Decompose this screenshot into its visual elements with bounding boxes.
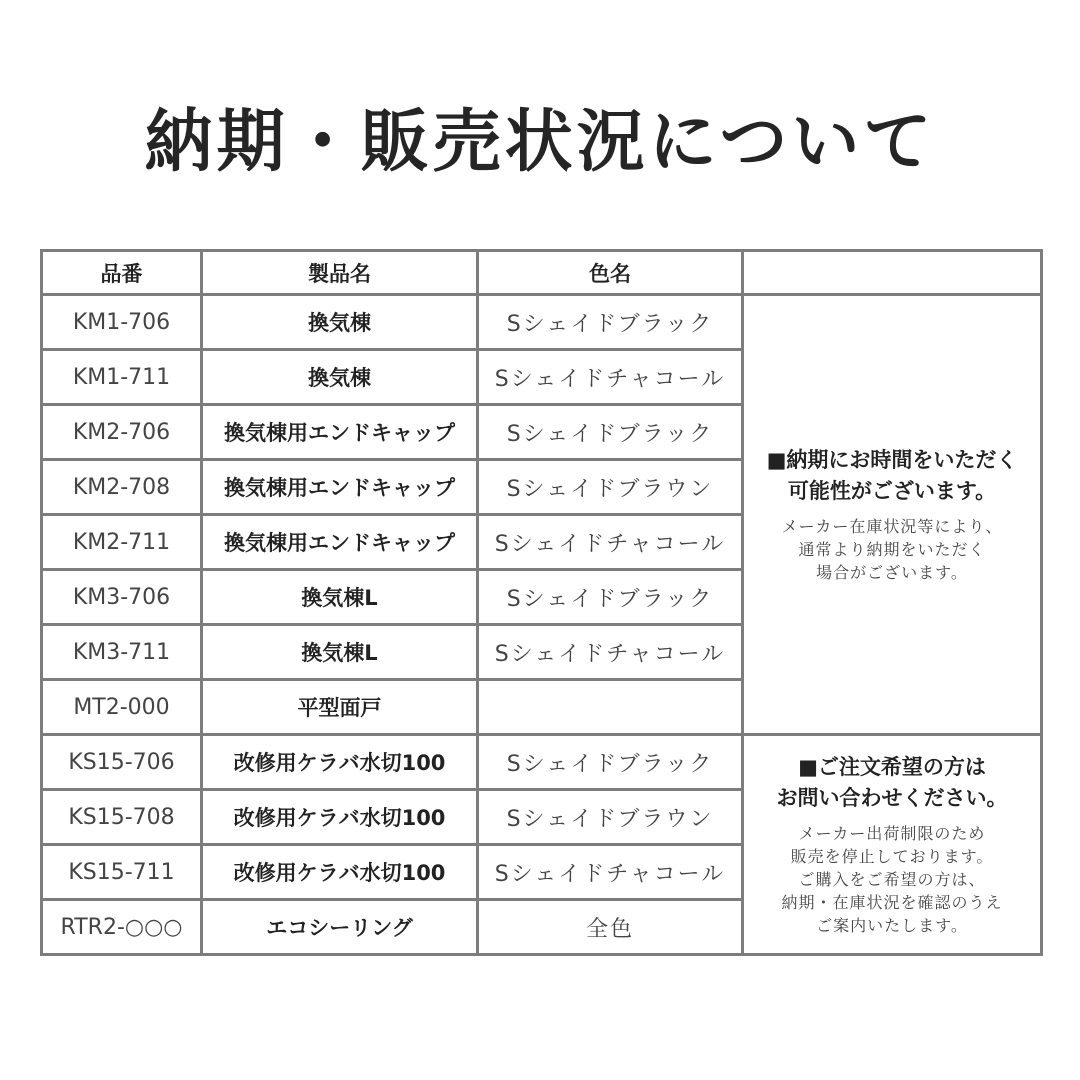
product-name: 換気棟用エンドキャップ <box>202 515 478 570</box>
product-name: 平型面戸 <box>202 680 478 735</box>
note-heading-line: 可能性がございます。 <box>787 479 997 503</box>
product-code: KM2-708 <box>42 460 202 515</box>
product-code: KS15-706 <box>42 735 202 790</box>
table-header-row <box>42 251 1042 295</box>
product-code: KS15-708 <box>42 790 202 845</box>
note-heading-line: ■ご注文希望の方は <box>798 755 986 779</box>
product-status-table <box>40 249 1043 956</box>
product-name: 改修用ケラバ水切100 <box>202 845 478 900</box>
table-row <box>42 735 1042 790</box>
note-lead-time-body <box>744 515 1040 584</box>
product-name: エコシーリング <box>202 900 478 955</box>
product-code: KM1-711 <box>42 350 202 405</box>
product-name: 改修用ケラバ水切100 <box>202 735 478 790</box>
note-body-line: 通常より納期をいただく <box>798 540 986 559</box>
color-name: Sシェイドブラック <box>478 570 743 625</box>
header-name: 製品名 <box>202 251 478 295</box>
note-body-line: メーカー出荷制限のため <box>798 824 986 843</box>
product-code: KS15-711 <box>42 845 202 900</box>
color-name: Sシェイドチャコール <box>478 350 743 405</box>
product-name: 換気棟L <box>202 570 478 625</box>
note-body-line: ご購入をご希望の方は、 <box>798 870 986 889</box>
note-body-line: 販売を停止しております。 <box>790 847 994 866</box>
note-heading-line: お問い合わせください。 <box>776 786 1008 810</box>
note-body-line: ご案内いたします。 <box>816 916 968 935</box>
product-name: 換気棟L <box>202 625 478 680</box>
note-body-line: メーカー在庫状況等により、 <box>781 517 1003 536</box>
color-name: Sシェイドチャコール <box>478 845 743 900</box>
color-name: Sシェイドチャコール <box>478 515 743 570</box>
table-row <box>42 295 1042 350</box>
product-name: 改修用ケラバ水切100 <box>202 790 478 845</box>
note-lead-time-heading <box>744 445 1040 507</box>
product-name: 換気棟用エンドキャップ <box>202 405 478 460</box>
product-code: KM1-706 <box>42 295 202 350</box>
product-name: 換気棟 <box>202 350 478 405</box>
product-name: 換気棟 <box>202 295 478 350</box>
note-sales-stopped-heading <box>744 752 1040 814</box>
header-color: 色名 <box>478 251 743 295</box>
product-code: KM2-711 <box>42 515 202 570</box>
note-heading-line: ■納期にお時間をいただく <box>766 448 1018 472</box>
color-name: Sシェイドチャコール <box>478 625 743 680</box>
note-lead-time <box>743 295 1042 735</box>
color-name: Sシェイドブラウン <box>478 790 743 845</box>
color-name: Sシェイドブラック <box>478 405 743 460</box>
product-code: KM3-711 <box>42 625 202 680</box>
product-code: KM3-706 <box>42 570 202 625</box>
page-title: 納期・販売状況について <box>144 103 936 182</box>
product-code: MT2-000 <box>42 680 202 735</box>
product-code: RTR2-○○○ <box>42 900 202 955</box>
product-code: KM2-706 <box>42 405 202 460</box>
note-sales-stopped <box>743 735 1042 955</box>
color-name: Sシェイドブラウン <box>478 460 743 515</box>
color-name: Sシェイドブラック <box>478 295 743 350</box>
color-name: Sシェイドブラック <box>478 735 743 790</box>
color-name <box>478 680 743 735</box>
color-name: 全色 <box>478 900 743 955</box>
note-body-line: 場合がございます。 <box>816 563 968 582</box>
header-note <box>743 251 1042 295</box>
product-name: 換気棟用エンドキャップ <box>202 460 478 515</box>
note-sales-stopped-body <box>744 822 1040 937</box>
note-body-line: 納期・在庫状況を確認のうえ <box>781 893 1003 912</box>
header-code: 品番 <box>42 251 202 295</box>
